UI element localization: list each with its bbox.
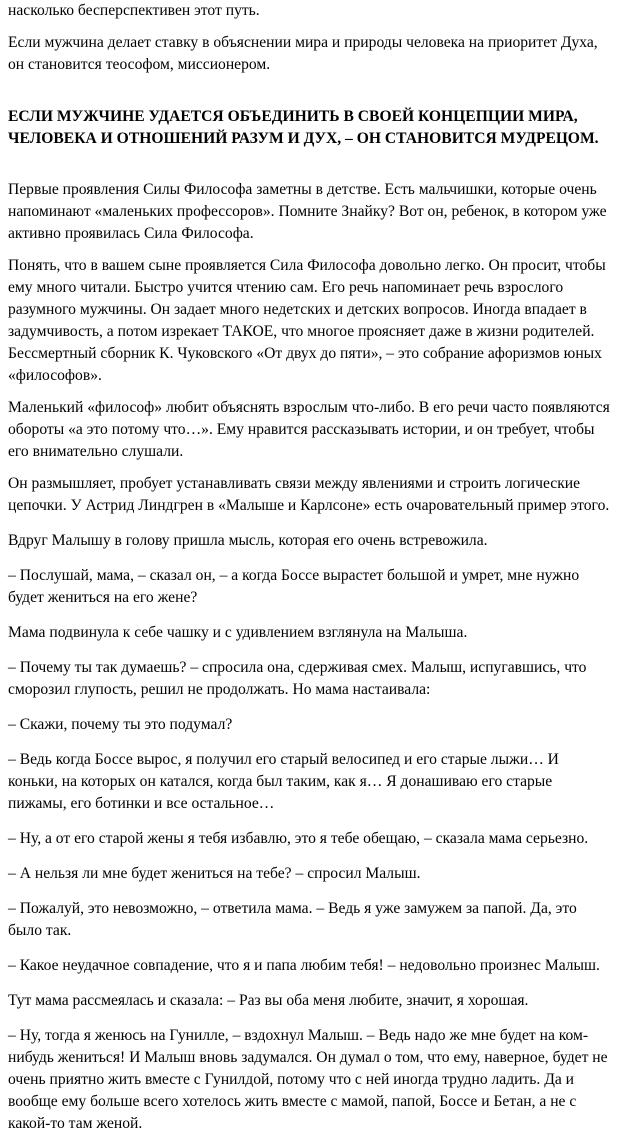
- paragraph-3: Понять, что в вашем сыне проявляется Сила Философа довольно легко. Он просит, чтобы ему много читали. Быстро учится чтению сам. Его речь напоминает речь взрослого разумного мужчины. Он задает много недетских и детских вопросов. Иногда впадает в задумчивость, а потом изрекает ТАКОЕ, что многое проясняет даже в жизни родителей. Бессмертный сборник К. Чуковского «От двух до пяти», – это собрание афоризмов юных «философов».: [8, 257, 606, 384]
- paragraph-8: Мама подвинула к себе чашку и с удивлением взглянула на Малыша.: [8, 624, 468, 641]
- paragraph-0: насколько бесперспективен этот путь.: [8, 2, 260, 19]
- paragraph-11: – Ведь когда Боссе вырос, я получил его старый велосипед и его старые лыжи… И коньки, на которых он катался, когда был таким, как я… Я донашиваю его старые пижамы, его ботинки и все остальное…: [8, 751, 559, 812]
- paragraph-1: Если мужчина делает ставку в объяснении мира и природы человека на приоритет Духа, он становится теософом, миссионером.: [8, 34, 598, 73]
- paragraph-14: – Пожалуй, это невозможно, – ответила мама. – Ведь я уже замужем за папой. Да, это было так.: [8, 900, 577, 939]
- paragraph-5: Он размышляет, пробует устанавливать связи между явлениями и строить логические цепочки. У Астрид Линдгрен в «Малыше и Карлсоне» есть очаровательный пример этого.: [8, 475, 610, 514]
- section-heading: ЕСЛИ МУЖЧИНЕ УДАЕТСЯ ОБЪЕДИНИТЬ В СВОЕЙ КОНЦЕПЦИИ МИРА, ЧЕЛОВЕКА И ОТНОШЕНИЙ РАЗУМ И ДУХ, – ОН СТАНОВИТСЯ МУДРЕЦОМ.: [8, 108, 599, 147]
- paragraph-2: Первые проявления Силы Философа заметны в детстве. Есть мальчишки, которые очень напоминают «маленьких профессоров». Помните Знайку? Вот он, ребенок, в котором уже активно проявилась Сила Философа.: [8, 181, 607, 242]
- document-page: [8, 0, 612, 1135]
- paragraph-6: Вдруг Малышу в голову пришла мысль, которая его очень встревожила.: [8, 532, 488, 549]
- paragraph-10: – Скажи, почему ты это подумал?: [8, 716, 233, 733]
- paragraph-4: Маленький «философ» любит объяснять взрослым что-либо. В его речи часто появляются обороты «а это потому что…». Ему нравится рассказывать истории, и он требует, чтобы его внимательно слушали.: [8, 399, 610, 460]
- paragraph-9: – Почему ты так думаешь? – спросила она, сдерживая смех. Малыш, испугавшись, что сморозил глупость, решил не продолжать. Но мама настаивала:: [8, 659, 587, 698]
- paragraph-15: – Какое неудачное совпадение, что я и папа любим тебя! – недовольно произнес Малыш.: [8, 957, 600, 974]
- paragraph-17: – Ну, тогда я женюсь на Гунилле, – вздохнул Малыш. – Ведь надо же мне будет на ком-нибудь жениться! И Малыш вновь задумался. Он думал о том, что ему, наверное, будет не очень приятно жить вместе с Гунилдой, потому что с ней иногда трудно ладить. Да и вообще ему больше всего хотелось жить вместе с мамой, папой, Боссе и Бетан, а не с какой-то там женой.: [8, 1027, 608, 1132]
- paragraph-7: – Послушай, мама, – сказал он, – а когда Боссе вырастет большой и умрет, мне нужно будет жениться на его жене?: [8, 567, 580, 606]
- paragraph-12: – Ну, а от его старой жены я тебя избавлю, это я тебе обещаю, – сказала мама серьезно.: [8, 830, 589, 847]
- paragraph-13: – А нельзя ли мне будет жениться на тебе? – спросил Малыш.: [8, 865, 421, 882]
- paragraph-16: Тут мама рассмеялась и сказала: – Раз вы оба меня любите, значит, я хорошая.: [8, 992, 529, 1009]
